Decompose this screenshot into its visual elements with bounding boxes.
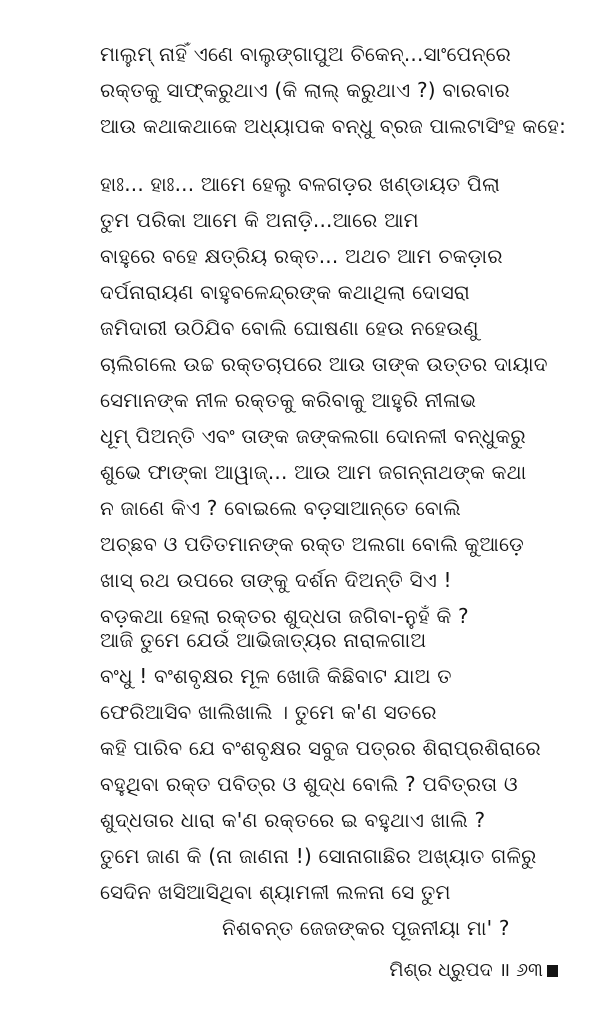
poem-line: ତୁମ ପରିକା ଆମେ କି ଅନାଡ଼ି...ଆରେ ଆମ	[100, 208, 419, 232]
poem-line: ଦର୍ପନାରାୟଣ ବାହୁବଳେନ୍ଦ୍ରଙ୍କ କଥାଥିଲା ଦୋସରା	[100, 280, 471, 304]
poem-line: ବଂଧୁ ! ବଂଶବୃକ୍ଷର ମୂଳ ଖୋଜି କିଛିବାଟ ଯାଅ ତ	[100, 664, 452, 688]
poem-line: ଆଉ କଥାକଥାକେ ଅଧ୍ୟାପକ ବନ୍ଧୁ ବ୍ରଜ ପାଲଟାସିଂହ କହେ:	[100, 114, 567, 138]
footer-separator: ॥	[498, 959, 511, 981]
poem-line: ତୁମେ ଜାଣ କି (ନା ଜାଣନା !) ସୋନାଗାଛିର ଅଖ୍ୟାତ ଗଳିରୁ	[100, 844, 537, 868]
book-title: ମିଶ୍ର ଧ୍ରୁପଦ	[389, 959, 493, 981]
poem-line: ନିଶବନ୍ତ ଜେଜଙ୍କର ପୂଜନୀୟା ମା' ?	[222, 916, 510, 940]
poem-line: ନ ଜାଣେ କିଏ ? ବୋଇଲେ ବଡ଼ସାଆନ୍ତେ ବୋଲି	[100, 496, 461, 520]
poem-line: ସେମାନଙ୍କ ନୀଳ ରକ୍ତକୁ କରିବାକୁ ଆହୁରି ନୀଳାଭ	[100, 388, 477, 412]
poem-line: ଜମିଦାରୀ ଉଠିଯିବ ବୋଲି ଘୋଷଣା ହେଉ ନହେଉଣୁ	[100, 316, 479, 340]
stanza-3	[100, 622, 541, 946]
stanza-2	[100, 166, 548, 634]
poem-line: ମାଲୁମ୍ ନାହିଁ ଏଣେ ବାଲୁଙ୍ଗାପୁଅ ଚିକେନ୍...ସାଂପେନ୍‌ରେ	[100, 42, 512, 66]
poem-line: ଧୂମ୍ ପିଅନ୍ତି ଏବଂ ତାଙ୍କ ଜଙ୍କଲଗା ଦୋନଳୀ ବନ୍ଧୁକରୁ	[100, 424, 526, 448]
page-footer	[389, 956, 558, 984]
stanza-1	[100, 36, 566, 144]
poem-line: ଆଜି ତୁମେ ଯେଉଁ ଆଭିଜାତ୍ୟର ନାରାଳଗାଅ	[100, 628, 427, 652]
poem-line: କହି ପାରିବ ଯେ ବଂଶବୃକ୍ଷର ସବୁଜ ପତ୍ରର ଶିରାପ୍ରଶିରାରେ	[100, 736, 541, 760]
poem-line: ଅଚ୍ଛବ ଓ ପତିତମାନଙ୍କ ରକ୍ତ ଅଲଗା ବୋଲି କୁଆଡ଼େ	[100, 532, 525, 556]
poem-line: ବହୁଥିବା ରକ୍ତ ପବିତ୍ର ଓ ଶୁଦ୍ଧ ବୋଲି ? ପବିତ୍ରତା ଓ	[100, 772, 518, 796]
poem-line: ବଡ଼କଥା ହେଲା ରକ୍ତର ଶୁଦ୍ଧତା ଜଗିବା-ନୁହଁ କି ?	[100, 604, 469, 628]
poem-line: ରକ୍ତକୁ ସାଫ୍‌କରୁଥାଏ (କି ଲାଲ୍ କରୁଥାଏ ?) ବାରବାର	[100, 78, 510, 102]
poem-line: ବାହୁରେ ବହେ କ୍ଷତ୍ରିୟ ରକ୍ତ... ଅଥଚ ଆମ ଚକଡ଼ାର	[100, 244, 503, 268]
square-mark-icon	[547, 965, 558, 977]
poem-line: ଖାସ୍ ରଥ ଉପରେ ତାଙ୍କୁ ଦର୍ଶନ ଦିଅନ୍ତି ସିଏ !	[100, 568, 452, 592]
poem-line: ଶୁଭେ ଫାଙ୍କା ଆୱାଜ୍... ଆଉ ଆମ ଜଗନ୍ନାଥଙ୍କ କଥା	[100, 460, 527, 484]
page-number: ୬୩	[516, 959, 543, 981]
poem-line: ଚାଲିଗଲେ ଉଚ୍ଚ ରକ୍ତଚାପରେ ଆଉ ତାଙ୍କ ଉତ୍ତର ଦାୟାଦ	[100, 352, 548, 376]
poem-line: ଫେରିଆସିବ ଖାଲିଖାଲି । ତୁମେ କ'ଣ ସତରେ	[100, 700, 437, 724]
poem-line: ହାଃ... ହାଃ... ଆମେ ହେଲୁ ବଳଗଡ଼ର ଖଣ୍ଡାୟତ ପିଲା	[100, 172, 501, 196]
poem-line: ସେଦିନ ଖସିଆସିଥିବା ଶ୍ୟାମଳୀ ଲଳନା ସେ ତୁମ	[100, 880, 451, 904]
poem-line: ଶୁଦ୍ଧତାର ଧାରା କ'ଣ ରକ୍ତରେ ଇ ବହୁଥାଏ ଖାଲି ?	[100, 808, 486, 832]
